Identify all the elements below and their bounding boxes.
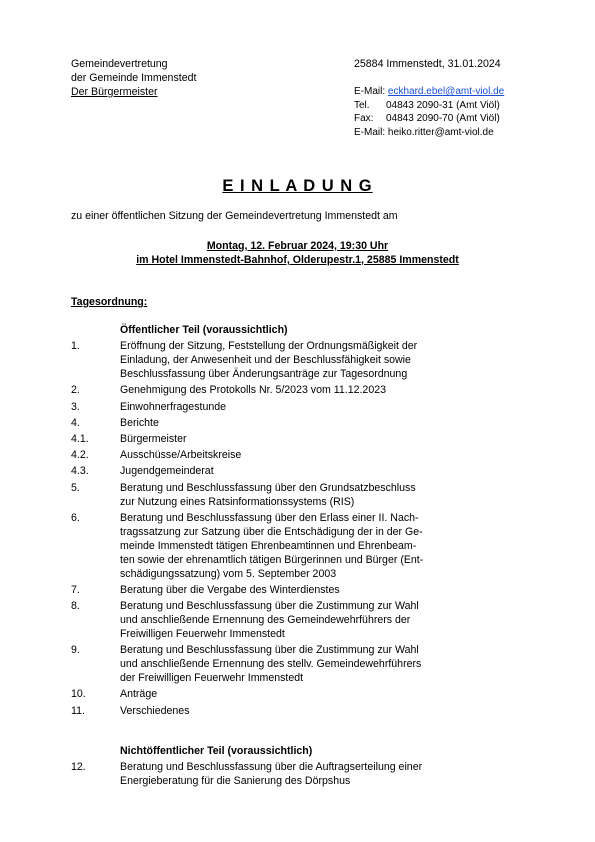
agenda-item-number: 3.: [71, 400, 80, 413]
agenda-item: [71, 464, 491, 478]
meeting-location: im Hotel Immenstedt-Bahnhof, Olderupestr.1, 25885 Immenstedt: [136, 254, 459, 266]
agenda-item-number: 2.: [71, 384, 80, 397]
agenda-item-number: 8.: [71, 600, 80, 613]
agenda-item-text: Anträge: [120, 688, 158, 701]
agenda-item-number: 11.: [71, 704, 85, 717]
agenda-item-text: Einwohnerfragestunde: [120, 400, 227, 413]
agenda-item-text: Bürgermeister: [120, 432, 187, 445]
agenda-item: [71, 511, 491, 581]
agenda-item-text: Beratung und Beschlussfassung über die Zustimmung zur Wahl und anschließende Ernennung des Gemeindewehrführers der Freiwilligen Feuerwehr Immenstedt: [120, 600, 419, 641]
place-date: 25884 Immenstedt, 31.01.2024: [354, 58, 501, 70]
agenda-item-number: 7.: [71, 583, 80, 596]
agenda-item: [71, 687, 491, 701]
agenda-item: [71, 704, 491, 718]
agenda-item-text: Beratung über die Vergabe des Winterdienstes: [120, 583, 340, 596]
public-agenda-list: [71, 339, 491, 717]
contact-tel: Tel. 04843 2090-31 (Amt Viöl): [354, 99, 500, 111]
contact-email-2: E-Mail: heiko.ritter@amt-viol.de: [354, 126, 494, 138]
agenda-item-text: Ausschüsse/Arbeitskreise: [120, 449, 242, 462]
meeting-date-time: Montag, 12. Februar 2024, 19:30 Uhr: [206, 240, 389, 252]
contact-email-1: E-Mail: eckhard.ebel@amt-viol.de: [354, 86, 505, 97]
agenda-item: [71, 481, 491, 509]
agenda-item-text: Beratung und Beschlussfassung über den Erlass einer II. Nach- tragssatzung zur Satzung über die Entschädigung der in der Ge- meinde Immenstedt tätigen Ehrenbeamtinnen und Ehrenbeam- ten sowie der ehrenamtlich tätigen Bürgerinnen und Bürger (Ent- schädigungssatzung) vom 5. September 2003: [120, 511, 424, 580]
document-title: E I N L A D U N G: [222, 177, 373, 195]
sender-block: [71, 57, 196, 99]
agenda-item: [71, 383, 491, 397]
agenda-item-number: 9.: [71, 644, 80, 657]
agenda-item-number: 12.: [71, 760, 86, 773]
agenda-item-number: 10.: [71, 688, 86, 701]
public-part-heading: Öffentlicher Teil (voraussichtlich): [120, 324, 288, 336]
contact-block: [354, 85, 504, 139]
agenda-item: [71, 432, 491, 446]
agenda-item-number: 4.: [71, 416, 80, 429]
intro-text: zu einer öffentlichen Sitzung der Gemeindevertretung Immenstedt am: [71, 210, 398, 222]
email-link[interactable]: eckhard.ebel@amt-viol.de: [387, 86, 505, 97]
agenda-item-number: 4.1.: [71, 432, 89, 445]
sender-line-3: Der Bürgermeister: [71, 86, 158, 98]
agenda-item: [71, 416, 491, 430]
agenda-item: [71, 583, 491, 597]
sender-line-2: der Gemeinde Immenstedt: [71, 72, 197, 84]
agenda-heading: Tagesordnung:: [71, 296, 148, 308]
contact-fax: Fax: 04843 2090-70 (Amt Viöl): [354, 113, 500, 124]
agenda: [71, 323, 491, 788]
agenda-item-number: 6.: [71, 511, 80, 524]
agenda-item-text: Beratung und Beschlussfassung über den Grundsatzbeschluss zur Nutzung eines Ratsinformationssystems (RIS): [120, 481, 416, 508]
agenda-item: [71, 643, 491, 685]
agenda-item-number: 4.2.: [71, 449, 89, 462]
agenda-item-text: Eröffnung der Sitzung, Feststellung der Ordnungsmäßigkeit der Einladung, der Anwesenheit und der Beschlussfähigkeit sowie Beschlussfassung über Änderungsanträge zur Tagesordnung: [120, 340, 418, 381]
agenda-item-text: Beratung und Beschlussfassung über die Auftragserteilung einer Energieberatung für die Sanierung des Dörpshus: [120, 760, 423, 787]
agenda-item-text: Genehmigung des Protokolls Nr. 5/2023 vom 11.12.2023: [120, 384, 386, 397]
agenda-item-text: Verschiedenes: [120, 704, 190, 717]
agenda-item-text: Berichte: [120, 416, 159, 429]
private-agenda-list: [71, 760, 491, 788]
agenda-item-number: 5.: [71, 481, 80, 494]
agenda-item-text: Jugendgemeinderat: [120, 465, 214, 478]
agenda-item-text: Beratung und Beschlussfassung über die Zustimmung zur Wahl und anschließende Ernennung des stellv. Gemeindewehrführers der Freiwilligen Feuerwehr Immenstedt: [120, 644, 422, 685]
agenda-item-number: 4.3.: [71, 465, 89, 478]
agenda-item: [71, 339, 491, 381]
agenda-item: [71, 599, 491, 641]
agenda-item: [71, 400, 491, 414]
sender-line-1: Gemeindevertretung: [71, 58, 168, 70]
agenda-item-number: 1.: [71, 340, 80, 353]
agenda-item: [71, 760, 491, 788]
private-part-heading: Nichtöffentlicher Teil (voraussichtlich): [120, 744, 313, 757]
agenda-item: [71, 448, 491, 462]
